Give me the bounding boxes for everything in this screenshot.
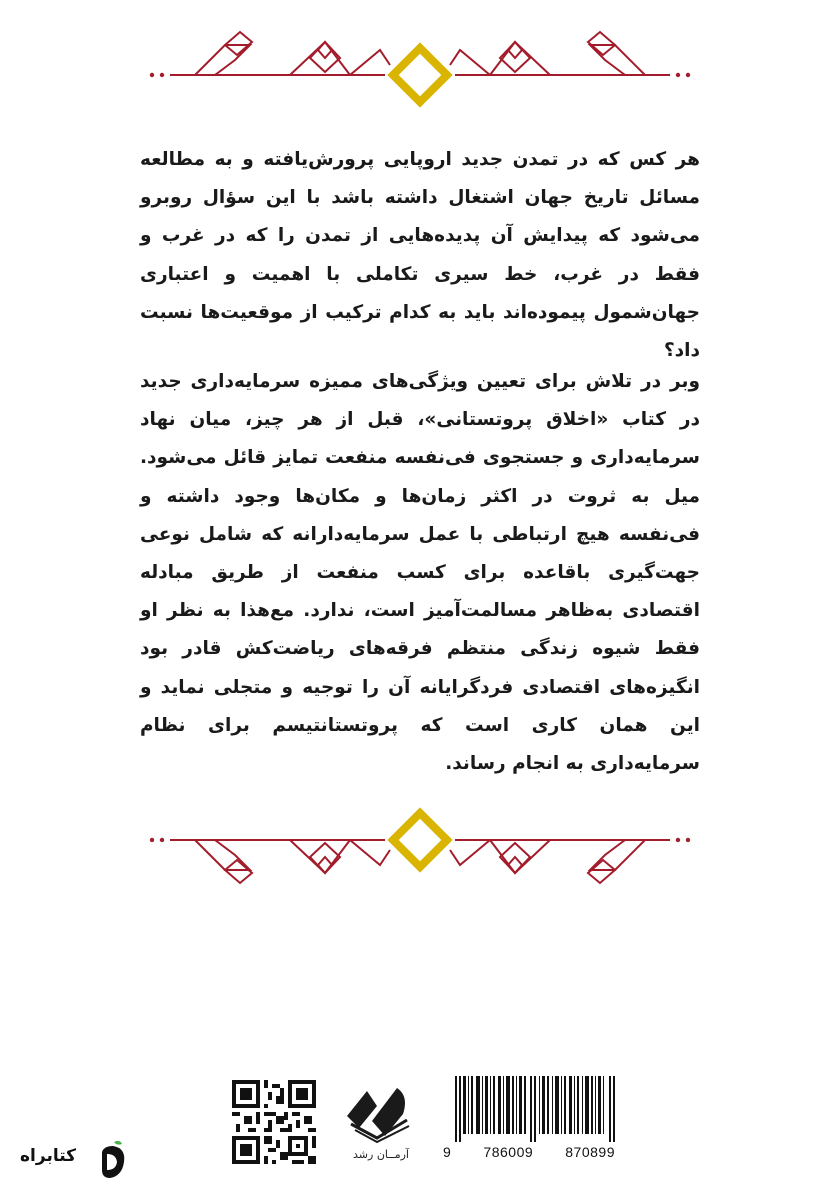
publisher-book-icon [337, 1076, 425, 1146]
bottom-ornament [140, 795, 700, 895]
brand-logo[interactable] [20, 1140, 130, 1184]
qr-code[interactable] [232, 1080, 316, 1164]
publisher-logo [337, 1076, 425, 1176]
barcode-group-2: 870899 [565, 1144, 615, 1160]
isbn-barcode [443, 1076, 615, 1176]
barcode-group-1: 786009 [483, 1144, 534, 1160]
brand-name: کتابراه [20, 1146, 77, 1166]
publisher-name: آرمــان رشد [353, 1148, 409, 1161]
brand-book-icon [98, 1140, 128, 1182]
paragraph-1: هر کس که در تمدن جدید اروپایی پرورش‌یافته و به مطالعه مسائل تاریخ جهان اشتغال داشته باشد با این سؤال روبرو می‌شود که پیدایش آن پدیده‌هایی از تمدن را که در غرب و فقط در غرب، خط سیری تکاملی با اهمیت و اعتباری جهان‌شمول پیموده‌اند باید به کدام ترکیب از موقعیت‌ها نسبت داد؟ [140, 149, 700, 362]
barcode-lead-digit: 9 [443, 1144, 452, 1160]
paragraph-2: وبر در تلاش برای تعیین ویژگی‌های ممیزه سرمایه‌داری جدید در کتاب «اخلاق پروتستانی»، قبل از هر چیز، میان نهاد سرمایه‌داری و جستجوی فی‌نفسه منفعت تمایز قائل می‌شود. میل به ثروت در اکثر زمان‌ها و مکان‌ها وجود داشته و فی‌نفسه هیچ ارتباطی با عمل سرمایه‌دارانه که شامل نوعی جهت‌گیری باقاعده برای کسب منفعت از طریق مبادله اقتصادی به‌ظاهر مسالمت‌آمیز است، ندارد. مع‌هذا به نظر او فقط شیوه زندگی منتظم فرقه‌های ریاضت‌کش قادر بود انگیزه‌های اقتصادی فردگرایانه آن را توجیه و متجلی نماید و این همان کاری است که پروتستانتیسم برای نظام سرمایه‌داری به انجام رساند. [140, 371, 700, 775]
barcode-digits [443, 1144, 615, 1160]
barcode-bars [455, 1076, 615, 1142]
top-ornament [140, 20, 700, 120]
